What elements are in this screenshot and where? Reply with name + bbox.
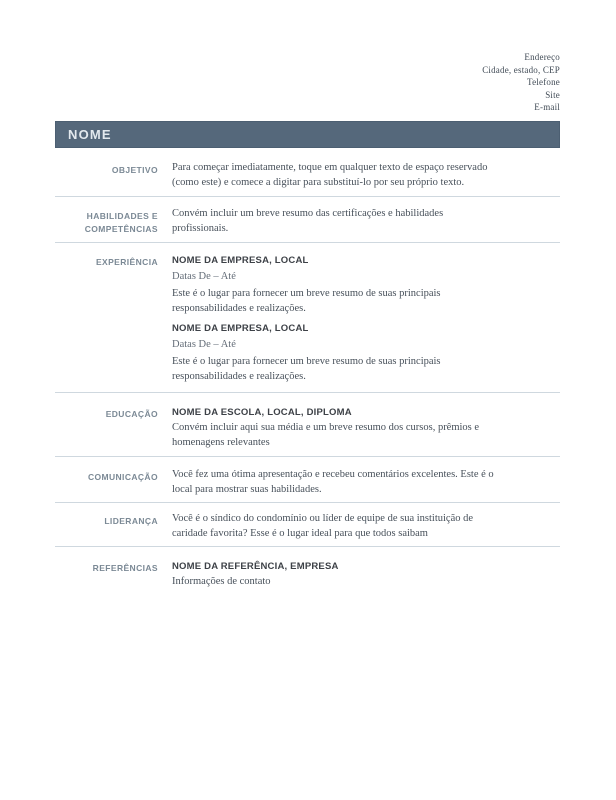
experience-dates: Datas De – Até [172, 339, 236, 350]
section-body-lideranca [172, 512, 560, 541]
contact-info-block [482, 51, 560, 114]
resume-sections [55, 152, 560, 590]
section-experiencia [55, 243, 560, 393]
section-body-referencias [172, 559, 560, 590]
education-school: NOME DA ESCOLA, LOCAL, DIPLOMA [172, 407, 352, 418]
reference-name: NOME DA REFERÊNCIA, EMPRESA [172, 561, 339, 572]
section-body-experiencia [172, 253, 560, 384]
section-habilidades [55, 197, 560, 243]
contact-city-state-zip: Cidade, estado, CEP [482, 64, 560, 75]
experience-entry [172, 253, 560, 316]
section-lideranca [55, 503, 560, 547]
section-body-comunicacao [172, 468, 560, 497]
experience-description: Este é o lugar para fornecer um breve resumo de suas principais responsabilidades e realizações. [172, 356, 441, 382]
resume-content [55, 121, 560, 590]
section-comunicacao [55, 457, 560, 503]
section-label-lideranca: LIDERANÇA [104, 516, 158, 526]
experience-description: Este é o lugar para fornecer um breve resumo de suas principais responsabilidades e realizações. [172, 288, 441, 314]
contact-website: Site [545, 89, 560, 100]
section-label-experiencia: EXPERIÊNCIA [95, 257, 158, 267]
section-referencias [55, 547, 560, 590]
contact-address: Endereço [524, 52, 560, 62]
section-label-comunicacao: COMUNICAÇÃO [87, 472, 158, 482]
section-label-objetivo: OBJETIVO [111, 165, 158, 175]
objetivo-text: Para começar imediatamente, toque em qualquer texto de espaço reservado (como este) e comece a digitar para substituí-lo por seu próprio texto. [172, 162, 488, 188]
section-label-habilidades: HABILIDADES E COMPETÊNCIAS [84, 211, 158, 234]
contact-phone: Telefone [527, 77, 560, 87]
comunicacao-text: Você fez uma ótima apresentação e recebeu comentários excelentes. Este é o local para mostrar suas habilidades. [172, 469, 494, 495]
experience-dates: Datas De – Até [172, 271, 236, 282]
lideranca-text: Você é o síndico do condomínio ou líder de equipe de sua instituição de caridade favorita? Esse é o lugar ideal para que todos saibam [172, 513, 474, 539]
name-header-bar [55, 121, 560, 148]
section-body-habilidades [172, 207, 560, 236]
section-label-referencias: REFERÊNCIAS [92, 563, 158, 573]
contact-email: E-mail [534, 102, 560, 112]
reference-contact-text: Informações de contato [172, 576, 271, 587]
section-label-educacao: EDUCAÇÃO [105, 409, 158, 419]
experience-company: NOME DA EMPRESA, LOCAL [172, 323, 309, 334]
experience-entry [172, 321, 560, 384]
name-title: NOME [68, 127, 112, 142]
education-text: Convém incluir aqui sua média e um breve resumo dos cursos, prêmios e homenagens relevantes [172, 422, 480, 448]
section-body-educacao [172, 405, 560, 450]
section-educacao [55, 393, 560, 457]
habilidades-text: Convém incluir um breve resumo das certificações e habilidades profissionais. [172, 208, 444, 234]
experience-company: NOME DA EMPRESA, LOCAL [172, 255, 309, 266]
section-objetivo [55, 152, 560, 197]
section-body-objetivo [172, 161, 560, 190]
